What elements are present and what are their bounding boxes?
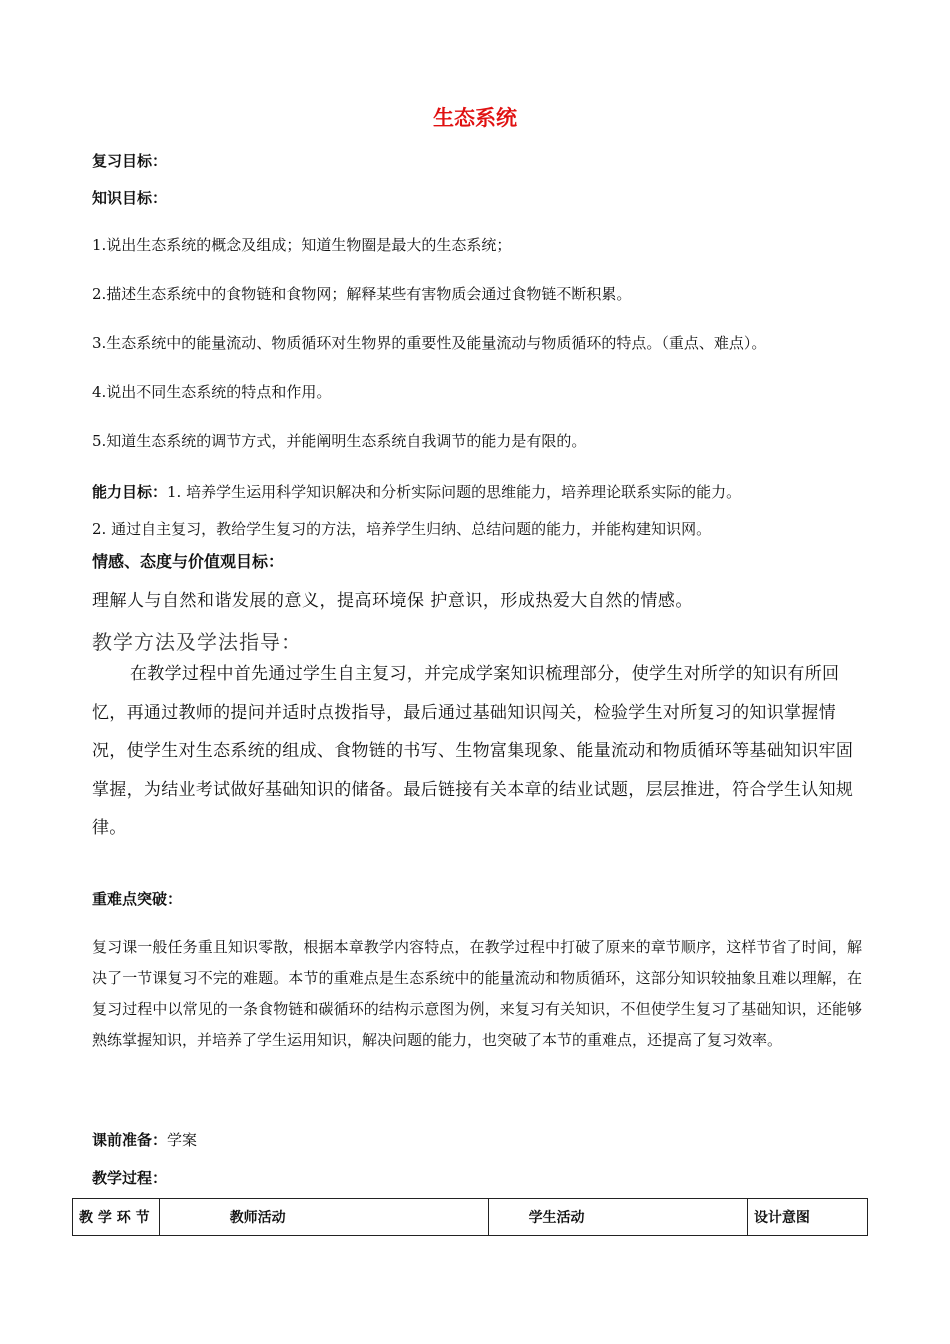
process-table <box>72 1198 868 1236</box>
table-header-cell: 学生活动 <box>488 1199 747 1236</box>
page-title: 生态系统 <box>433 106 517 130</box>
table-header-cell: 设计意图 <box>747 1199 867 1236</box>
preparation-value: 学案 <box>167 1131 198 1149</box>
breakthrough-heading: 重难点突破： <box>92 890 183 908</box>
knowledge-goal-heading: 知识目标： <box>92 189 168 207</box>
ability-goal-text-2: 2. 通过自主复习，教给学生复习的方法，培养学生归纳、总结问题的能力，并能构建知识网。 <box>92 520 712 538</box>
ability-goal-line <box>92 481 741 502</box>
table-header-row <box>73 1199 868 1236</box>
knowledge-item: 5.知道生态系统的调节方式，并能阐明生态系统自我调节的能力是有限的。 <box>92 432 587 450</box>
knowledge-item: 2.描述生态系统中的食物链和食物网；解释某些有害物质会通过食物链不断积累。 <box>92 285 632 303</box>
process-heading: 教学过程： <box>92 1169 168 1187</box>
table-header-cell: 教师活动 <box>159 1199 488 1236</box>
ability-goal-text-1: 1. 培养学生运用科学知识解决和分析实际问题的思维能力，培养理论联系实际的能力。 <box>167 483 742 501</box>
review-goal-heading: 复习目标： <box>92 152 168 170</box>
breakthrough-paragraph: 复习课一般任务重且知识零散，根据本章教学内容特点，在教学过程中打破了原来的章节顺序，这样节省了时间，解决了一节课复习不完的难题。本节的重难点是生态系统中的能量流动和物质循环，这部分知识较抽象且难以理解，在复习过程中以常见的一条食物链和碳循环的结构示意图为例，来复习有关知识，不但使学生复习了基础知识，还能够熟练掌握知识，并培养了学生运用知识，解决问题的能力，也突破了本节的重难点，还提高了复习效率。 <box>92 938 862 1049</box>
method-paragraph: 在教学过程中首先通过学生自主复习，并完成学案知识梳理部分，使学生对所学的知识有所回忆，再通过教师的提问并适时点拨指导，最后通过基础知识闯关，检验学生对所复习的知识掌握情况，使学生对生态系统的组成、食物链的书写、生物富集现象、能量流动和物质循环等基础知识牢固掌握，为结业考试做好基础知识的储备。最后链接有关本章的结业试题，层层推进，符合学生认知规律。 <box>92 664 854 838</box>
knowledge-item: 4.说出不同生态系统的特点和作用。 <box>92 383 332 401</box>
emotion-heading: 情感、态度与价值观目标： <box>92 552 285 571</box>
preparation-line <box>92 1129 197 1150</box>
ability-goal-label: 能力目标： <box>92 483 168 501</box>
table-header-cell: 教 学 环 节 <box>73 1199 160 1236</box>
emotion-text: 理解人与自然和谐发展的意义，提高环境保 护意识，形成热爱大自然的情感。 <box>92 591 693 611</box>
knowledge-item: 1.说出生态系统的概念及组成；知道生物圈是最大的生态系统； <box>92 236 512 254</box>
preparation-label: 课前准备： <box>92 1131 168 1149</box>
knowledge-item: 3.生态系统中的能量流动、物质循环对生物界的重要性及能量流动与物质循环的特点。（重点、难点）。 <box>92 334 767 352</box>
method-heading: 教学方法及学法指导： <box>92 630 302 654</box>
